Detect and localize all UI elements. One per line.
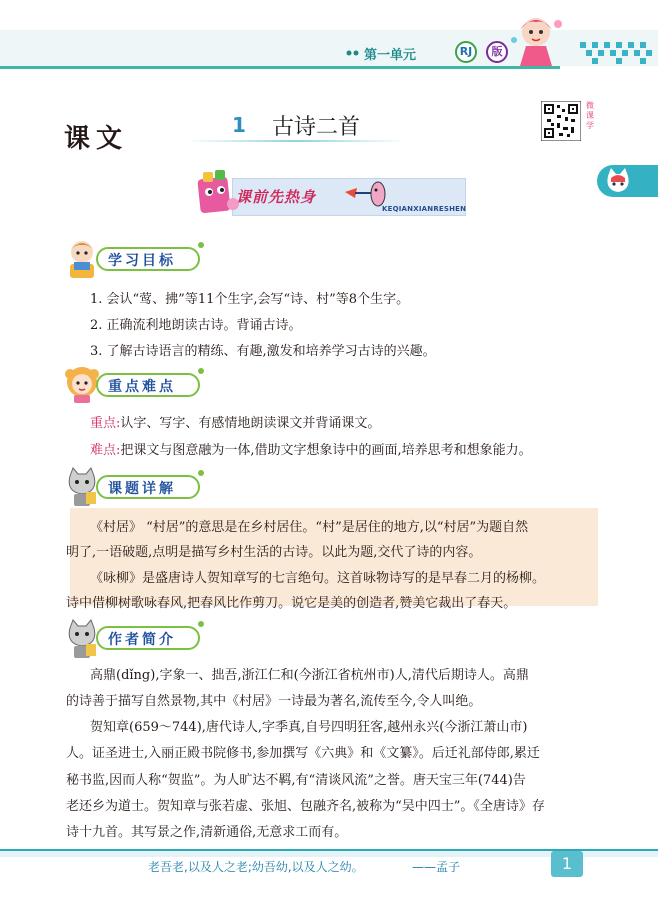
author-line-3: 贺知章(659～744),唐代诗人,字季真,自号四明狂客,越州永兴(今浙江萧山市) (90, 720, 528, 735)
author-line-6: 老还乡为道士。贺知章与张若虚、张旭、包融齐名,被称为“吴中四士”。《全唐诗》存 (66, 799, 545, 814)
unit-label: 第一单元 (364, 48, 417, 63)
goals-title: 学习目标 (108, 253, 176, 269)
page-number: 1 (551, 851, 583, 877)
goals-dot (198, 242, 204, 248)
edition-badge-ban: 版 (486, 41, 508, 63)
author-line-4: 人。证圣进士,入丽正殿书院修书,参加撰写《六典》和《文纂》。后迁礼部侍郎,累迁 (66, 746, 540, 761)
author-line-2: 的诗善于描写自然景物,其中《村居》一诗最为著名,流传至今,令人叫绝。 (66, 694, 482, 709)
qr-code-icon[interactable] (541, 101, 581, 141)
topic-line-4: 诗中借柳树歌咏春风,把春风比作剪刀。说它是美的创造者,赞美它裁出了春天。 (66, 596, 517, 611)
author-title: 作者简介 (108, 632, 176, 648)
difficulty-label: 难点: (90, 443, 121, 458)
author-line-7: 诗十九首。其写景之作,清新通俗,无意求工而有。 (66, 825, 348, 840)
goal-item-2: 2. 正确流利地朗读古诗。背诵古诗。 (90, 318, 302, 333)
side-tab (597, 165, 658, 197)
cartoon-girl-icon (506, 10, 576, 72)
footer-quote: 老吾老,以及人之老;幼吾幼,以及人之幼。 (148, 860, 364, 874)
focus-label: 重点: (90, 416, 121, 431)
topic-dot (198, 470, 204, 476)
goal-item-1: 1. 会认“莺、拂”等11个生字,会写“诗、村”等8个生字。 (90, 292, 410, 307)
topic-line-2: 明了,一语破题,点明是描写乡村生活的古诗。以此为题,交代了诗的内容。 (66, 545, 482, 560)
footer-author: ——孟子 (412, 860, 461, 874)
topic-title: 课题详解 (108, 481, 176, 497)
unit-dots-icon (346, 50, 360, 56)
topic-line-1: 《村居》 “村居”的意思是在乡村居住。“村”是居住的地方,以“村居”为题自然 (90, 520, 529, 535)
keypoints-dot (198, 368, 204, 374)
topic-line-3: 《咏柳》是盛唐诗人贺知章写的七言绝句。这首咏物诗写的是早春二月的杨柳。 (90, 571, 546, 586)
difficulty-line (90, 439, 532, 458)
author-dot (198, 621, 204, 627)
cat-face-icon (603, 166, 633, 196)
author-line-5: 秘书监,因而人称“贺监”。为人旷达不羁,有“清谈风流”之誉。唐天宝三年(744)告 (66, 773, 526, 788)
edition-badge-rj: RJ (455, 41, 477, 63)
keypoints-title: 重点难点 (108, 379, 176, 395)
difficulty-text: 把课文与图意融为一体,借助文字想象诗中的画面,培养思考和想象能力。 (120, 443, 532, 458)
header-rule (0, 66, 560, 69)
author-line-1: 高鼎(dǐng),字象一、拙吾,浙江仁和(今浙江省杭州市)人,清代后期诗人。高鼎 (90, 668, 529, 683)
lesson-title: 古诗二首 (272, 115, 361, 140)
checker-pattern (576, 38, 658, 68)
banner-title: 课前先热身 (236, 188, 317, 206)
title-underline (186, 140, 406, 142)
goal-item-3: 3. 了解古诗语言的精练、有趣,激发和培养学习古诗的兴趣。 (90, 344, 436, 359)
qr-side-label: 微课学 (586, 101, 594, 130)
focus-line (90, 412, 380, 431)
focus-text: 认字、写字、有感情地朗读课文并背诵课文。 (120, 416, 381, 431)
banner-subtitle: KEQIANXIANRESHEN (382, 205, 467, 213)
section-label: 课文 (64, 124, 129, 154)
lesson-number: 1 (232, 113, 246, 137)
